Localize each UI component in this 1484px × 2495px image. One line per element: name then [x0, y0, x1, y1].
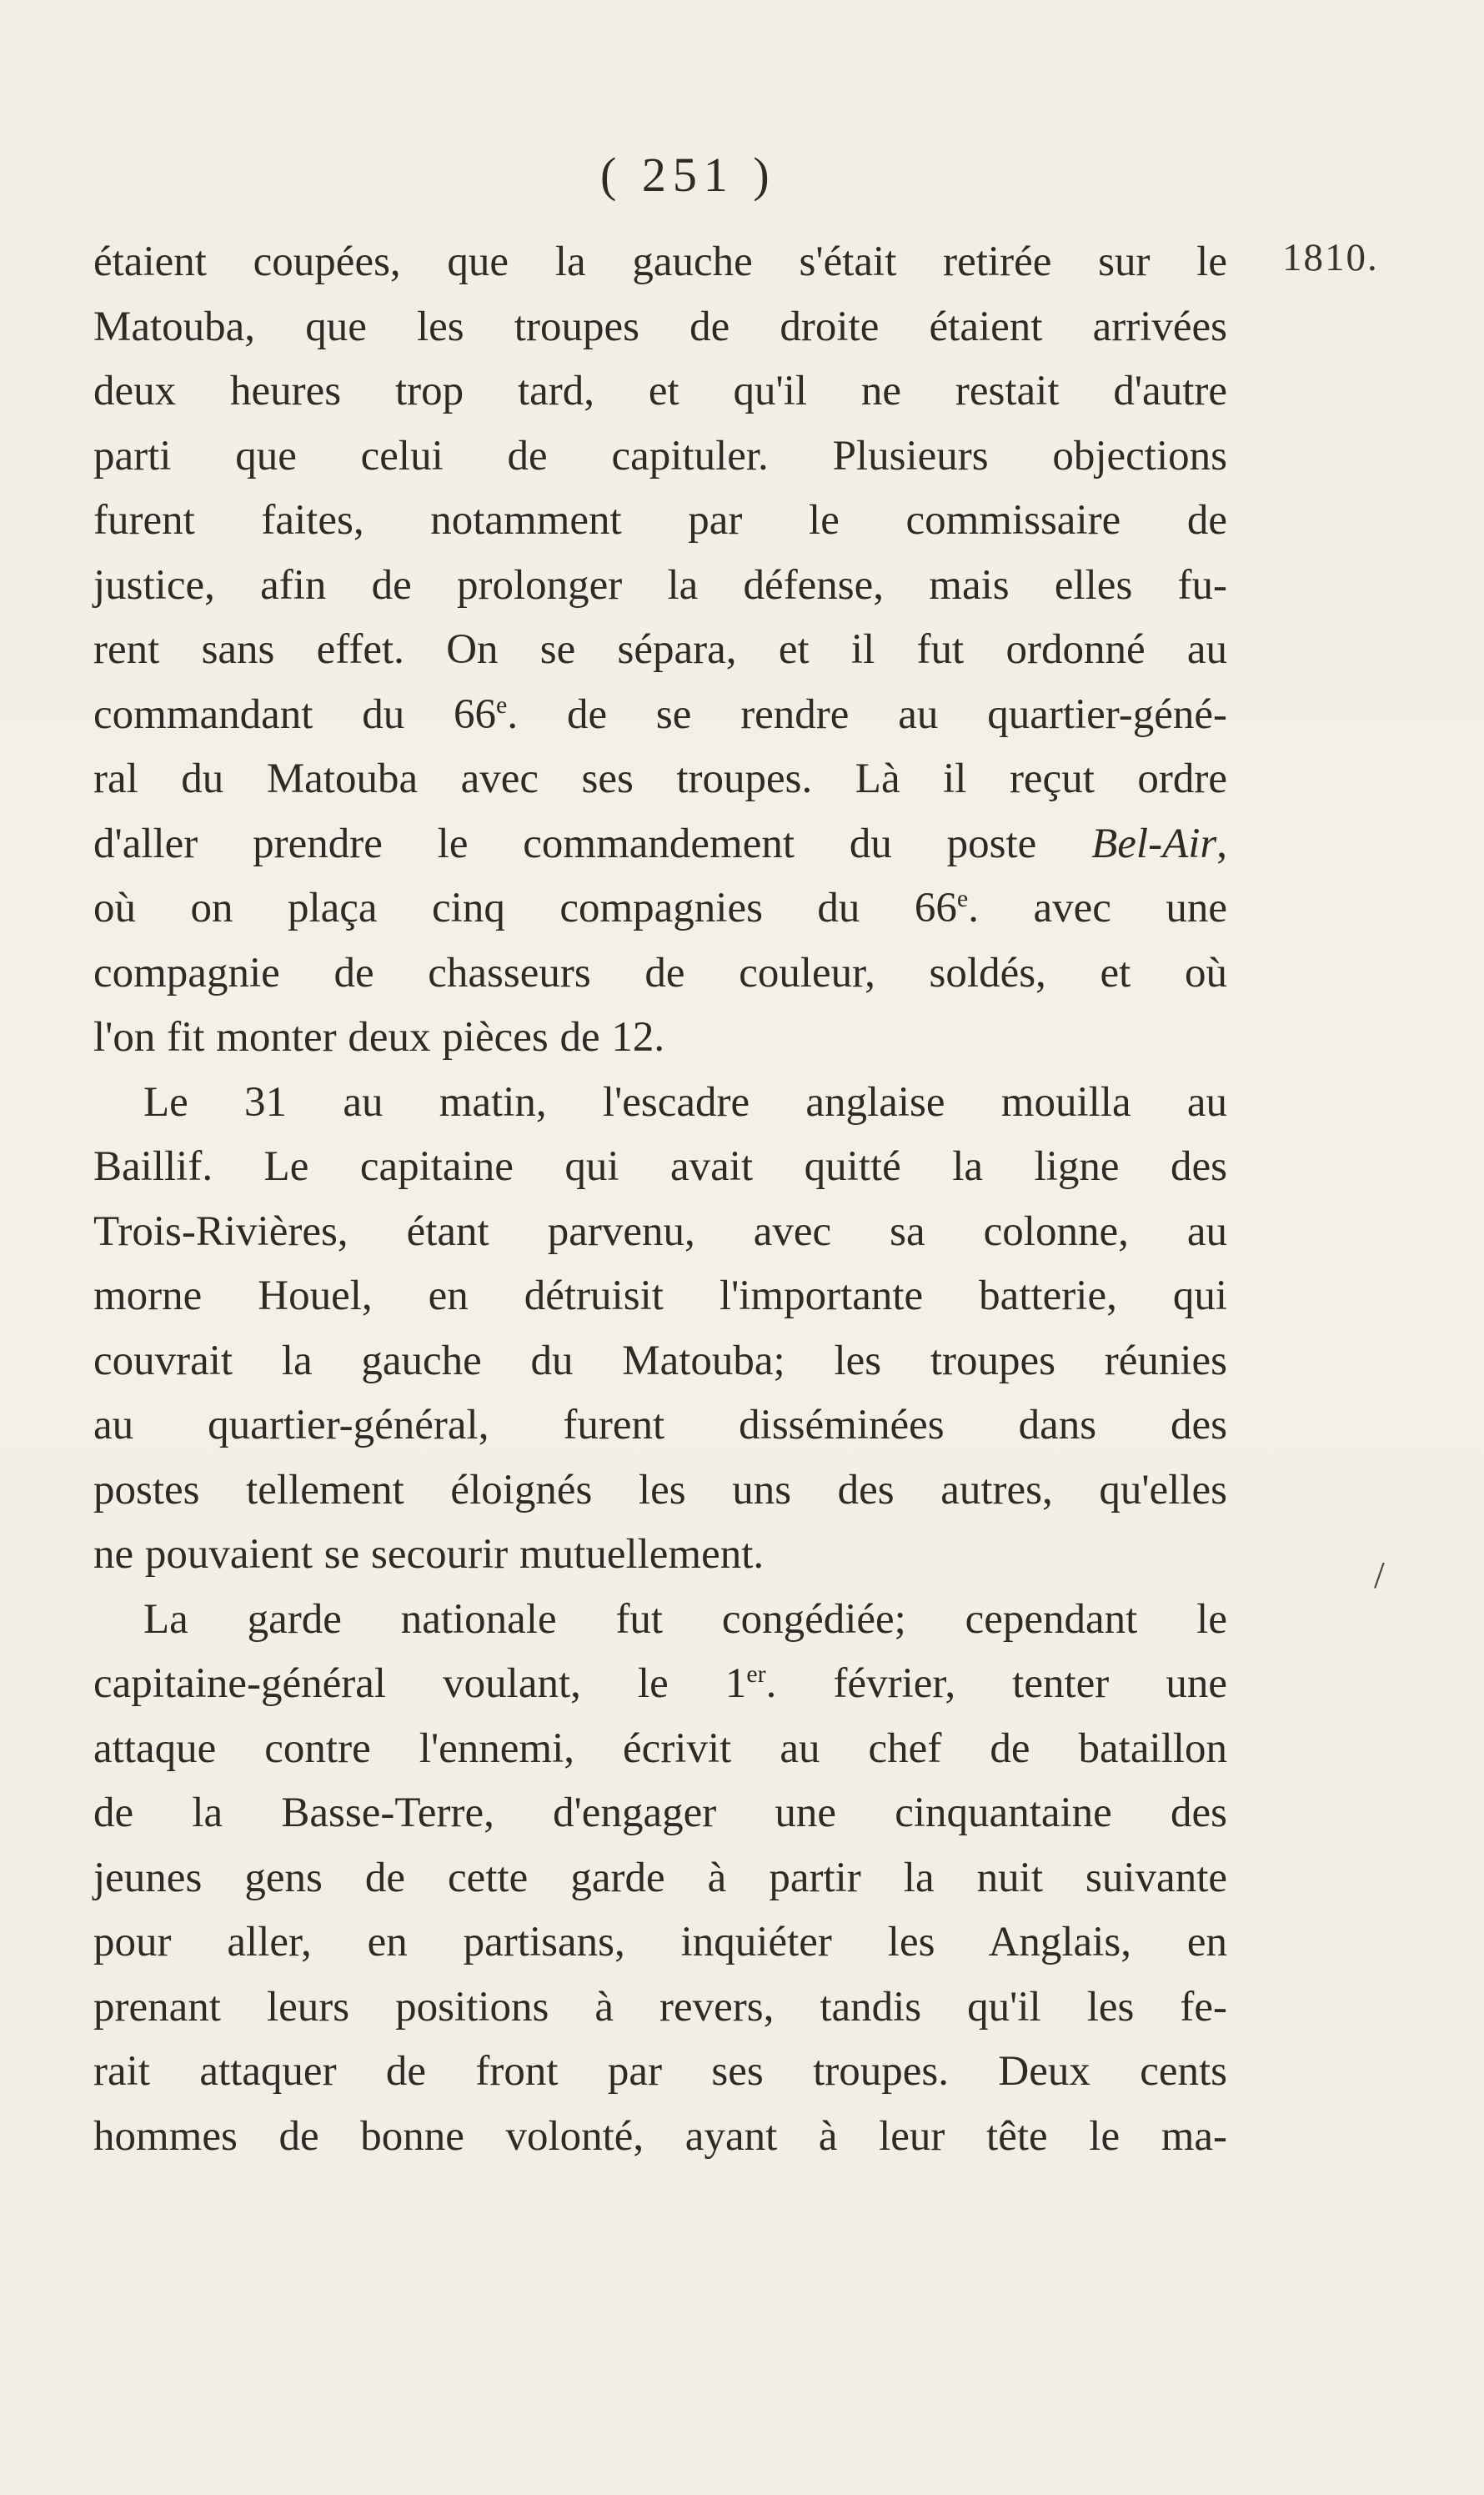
text-line: couvrait la gauche du Matouba; les troupes réunies	[93, 1337, 1227, 1384]
text-line: ral du Matouba avec ses troupes. Là il reçut ordre	[93, 756, 1227, 802]
text-fragment: . avec une	[968, 885, 1228, 931]
text-line: attaque contre l'ennemi, écrivit au chef de bataillon	[93, 1724, 1227, 1772]
text-line	[93, 1652, 1227, 1717]
text-line: morne Houel, en détruisit l'importante batterie, qui	[93, 1273, 1227, 1319]
text-line: postes tellement éloignés les uns des autres, qu'elles	[93, 1466, 1227, 1514]
body-text	[93, 230, 1227, 2169]
text-line	[93, 876, 1227, 941]
text-line: Trois-Rivières, étant parvenu, avec sa colonne, au	[93, 1207, 1227, 1255]
text-line: l'on fit monter deux pièces de 12.	[93, 1014, 665, 1061]
text-line	[93, 683, 1227, 748]
text-line: rent sans effet. On se sépara, et il fut ordonné au	[93, 626, 1227, 673]
text-fragment: commandant du 66	[93, 690, 497, 738]
superscript: e	[956, 885, 969, 912]
text-line: pour aller, en partisans, inquiéter les Anglais, en	[93, 1919, 1227, 1965]
text-line: parti que celui de capituler. Plusieurs objections	[93, 432, 1227, 479]
page-number: ( 251 )	[600, 148, 776, 202]
text-line: de la Basse-Terre, d'engager une cinquantaine des	[93, 1790, 1227, 1836]
margin-year: 1810.	[1282, 236, 1379, 279]
superscript: e	[496, 690, 508, 719]
text-line: Baillif. Le capitaine qui avait quitté la ligne des	[93, 1143, 1227, 1190]
text-fragment: . de se rendre au quartier-géné-	[507, 690, 1227, 738]
text-line: compagnie de chasseurs de couleur, soldés, et où	[93, 949, 1227, 996]
text-line: ne pouvaient se secourir mutuellement.	[93, 1531, 765, 1578]
stray-mark: /	[1374, 1554, 1385, 1596]
text-fragment: où on plaça cinq compagnies du 66	[93, 885, 957, 931]
text-line	[93, 812, 1227, 877]
text-line: hommes de bonne volonté, ayant à leur tête le ma-	[93, 2112, 1227, 2160]
text-line: deux heures trop tard, et qu'il ne restait d'autre	[93, 368, 1227, 414]
text-fragment: capitaine-général voulant, le 1	[93, 1660, 747, 1707]
text-fragment: d'aller prendre le commandement du poste	[93, 820, 1092, 867]
text-line: au quartier-général, furent disséminées dans des	[93, 1402, 1227, 1448]
text-line: rait attaquer de front par ses troupes. Deux cents	[93, 2048, 1227, 2095]
superscript: er	[746, 1660, 766, 1688]
text-line: Le 31 au matin, l'escadre anglaise mouilla au	[143, 1078, 1227, 1126]
text-line: justice, afin de prolonger la défense, mais elles fu-	[93, 561, 1227, 609]
text-line: Matouba, que les troupes de droite étaient arrivées	[93, 303, 1227, 350]
text-line: jeunes gens de cette garde à partir la nuit suivante	[93, 1854, 1227, 1901]
text-line: étaient coupées, que la gauche s'était retirée sur le	[93, 238, 1227, 285]
text-fragment: . février, tenter une	[765, 1660, 1227, 1707]
text-fragment: ,	[1216, 820, 1227, 867]
text-line: furent faites, notamment par le commissaire de	[93, 497, 1227, 544]
text-line: prenant leurs positions à revers, tandis qu'il les fe-	[93, 1983, 1227, 2031]
italic-place-name: Bel-Air	[1091, 820, 1217, 867]
text-line: La garde nationale fut congédiée; cependant le	[143, 1595, 1227, 1643]
